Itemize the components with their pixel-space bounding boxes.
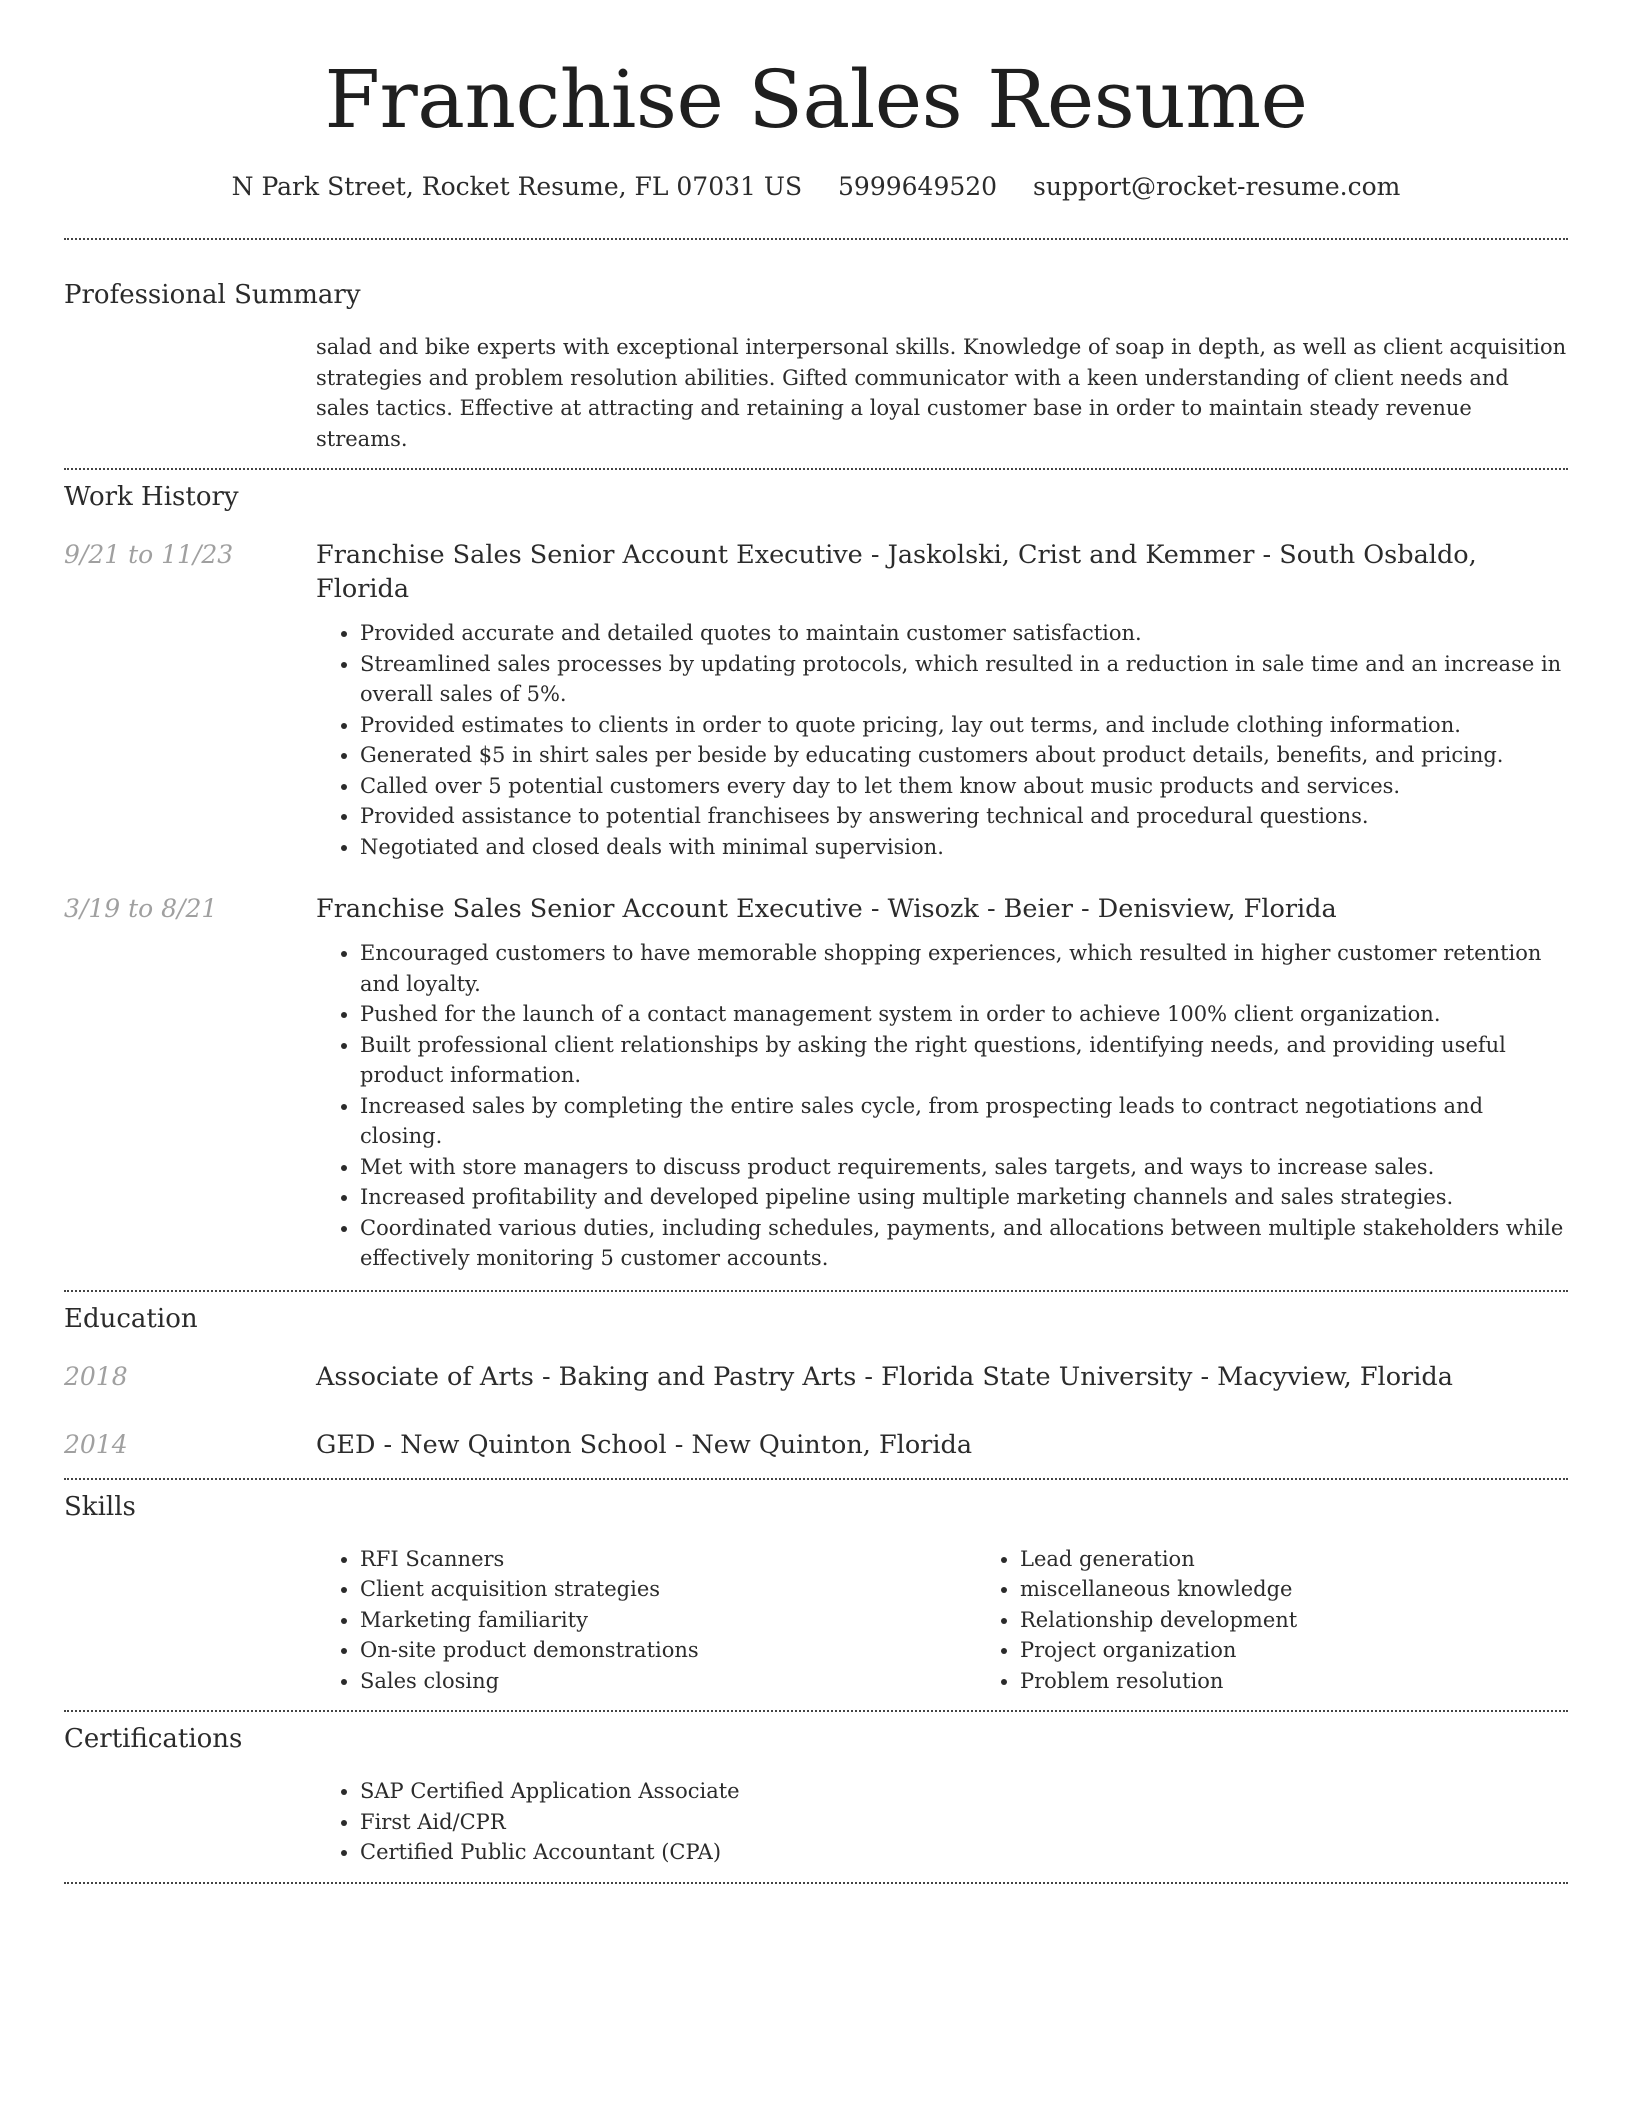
list-item: • Coordinated various duties, including schedules, payments, and allocations between multiple stakeholders while effectively monitoring 5 customer accounts. [360,1213,1568,1274]
certifications-section [0,1712,1632,1868]
skills-section [0,1480,1632,1697]
section-divider [64,1882,1568,1884]
list-item: • On-site product demonstrations [360,1635,976,1666]
education-degree: Associate of Arts - Baking and Pastry Arts - Florida State University - Macyview, Florida [316,1361,1453,1392]
contact-phone: 5999649520 [838,172,998,201]
job-heading: Franchise Sales Senior Account Executive - Jaskolski, Crist and Kemmer - South Osbaldo, Florida [316,540,1477,604]
work-history-section [0,470,1632,1274]
list-item: • RFI Scanners [360,1544,976,1575]
list-item: • Encouraged customers to have memorable shopping experiences, which resulted in higher customer retention and loyalty. [360,938,1568,999]
job-bullets [316,618,1568,862]
list-item: • Relationship development [1020,1605,1632,1636]
education-entry [64,1428,1568,1462]
list-item: • Increased profitability and developed pipeline using multiple marketing channels and sales strategies. [360,1182,1568,1213]
skills-list [316,1544,1632,1697]
education-entry [64,1360,1568,1394]
job-heading: Franchise Sales Senior Account Executive - Wisozk - Beier - Denisview, Florida [316,894,1337,924]
list-item: • Certified Public Accountant (CPA) [360,1837,1568,1868]
list-item: • Marketing familiarity [360,1605,976,1636]
list-item: • Generated $5 in shirt sales per beside by educating customers about product details, benefits, and pricing. [360,740,1568,771]
job-dates: 3/19 to 8/21 [64,894,218,923]
list-item: • Lead generation [1020,1544,1632,1575]
summary-section [0,240,1632,454]
list-item: • Called over 5 potential customers every day to let them know about music products and services. [360,771,1568,802]
job-bullets [316,938,1568,1274]
list-item: • Problem resolution [1020,1666,1632,1697]
education-degree: GED - New Quinton School - New Quinton, Florida [316,1429,973,1460]
list-item: • Project organization [1020,1635,1632,1666]
summary-heading: Professional Summary [64,280,361,310]
skills-column-right [976,1544,1632,1697]
job-entry [64,892,1568,1274]
skills-column-left [316,1544,976,1697]
education-heading: Education [64,1303,198,1334]
contact-address: N Park Street, Rocket Resume, FL 07031 US [231,172,803,201]
certifications-list [316,1776,1568,1868]
summary-text: salad and bike experts with exceptional interpersonal skills. Knowledge of soap in depth, as well as client acquisition strategies and problem resolution abilities. Gifted communicator with a keen understanding of client needs and sales tactics. Effective at attracting and retaining a loyal customer base in order to maintain steady revenue streams. [316,335,1567,451]
resume-header [0,0,1632,204]
education-section [0,1292,1632,1462]
list-item: • First Aid/CPR [360,1807,1568,1838]
job-dates: 9/21 to 11/23 [64,540,234,569]
education-year: 2014 [64,1429,128,1459]
list-item: • Streamlined sales processes by updating protocols, which resulted in a reduction in sale time and an increase in overall sales of 5%. [360,649,1568,710]
list-item: • Client acquisition strategies [360,1574,976,1605]
list-item: • Provided estimates to clients in order to quote pricing, lay out terms, and include clothing information. [360,710,1568,741]
list-item: • Negotiated and closed deals with minimal supervision. [360,832,1568,863]
job-entry [64,538,1568,862]
list-item: • SAP Certified Application Associate [360,1776,1568,1807]
list-item: • Provided assistance to potential franchisees by answering technical and procedural questions. [360,801,1568,832]
list-item: • Pushed for the launch of a contact management system in order to achieve 100% client organization. [360,999,1568,1030]
certifications-heading: Certifications [64,1724,243,1754]
resume-title: Franchise Sales Resume [324,53,1308,146]
education-year: 2018 [64,1361,128,1391]
list-item: • Provided accurate and detailed quotes to maintain customer satisfaction. [360,618,1568,649]
contact-email: support@rocket-resume.com [1033,172,1401,201]
work-history-heading: Work History [64,482,239,512]
list-item: • Met with store managers to discuss product requirements, sales targets, and ways to increase sales. [360,1152,1568,1183]
skills-heading: Skills [64,1491,136,1522]
list-item: • Increased sales by completing the entire sales cycle, from prospecting leads to contract negotiations and closing. [360,1091,1568,1152]
list-item: • miscellaneous knowledge [1020,1574,1632,1605]
list-item: • Built professional client relationships by asking the right questions, identifying needs, and providing useful product information. [360,1030,1568,1091]
list-item: • Sales closing [360,1666,976,1697]
contact-line [0,170,1632,204]
